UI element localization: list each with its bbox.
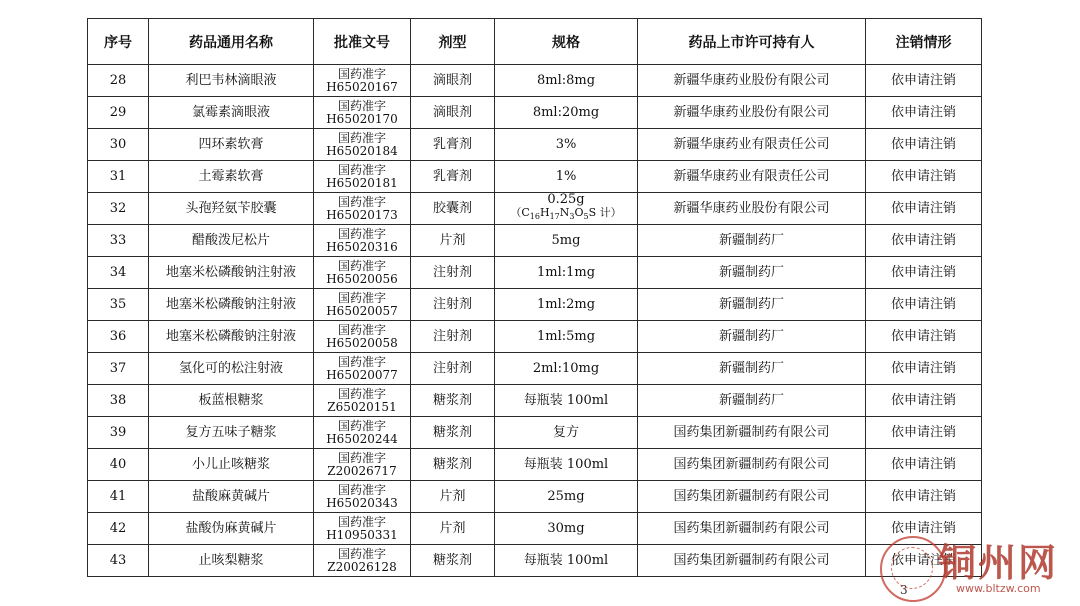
- dosage-form-cell: 滴眼剂: [411, 97, 495, 129]
- serial-cell: 39: [88, 417, 149, 449]
- approval-prefix: 国药准字: [337, 354, 386, 369]
- status-cell: 依申请注销: [866, 417, 982, 449]
- formula-c-sub: 16: [529, 212, 540, 222]
- specification-cell: [495, 193, 638, 225]
- table-header-row: [88, 19, 982, 65]
- table-row: [88, 353, 982, 385]
- status-cell: 依申请注销: [866, 481, 982, 513]
- approval-prefix: 国药准字: [337, 482, 386, 497]
- approval-code: H65020167: [326, 79, 398, 94]
- formula-n-sub: 3: [569, 212, 575, 222]
- watermark-url: www.bltzw.com: [956, 582, 1041, 595]
- dosage-form-cell: 糖浆剂: [411, 449, 495, 481]
- drug-name-cell: 板蓝根糖浆: [149, 385, 314, 417]
- approval-prefix: 国药准字: [337, 546, 386, 561]
- status-cell: 依申请注销: [866, 449, 982, 481]
- specification-cell: 3%: [495, 129, 638, 161]
- specification-cell: 每瓶装 100ml: [495, 449, 638, 481]
- formula-h: H: [539, 206, 550, 220]
- specification-cell: 1ml:5mg: [495, 321, 638, 353]
- approval-prefix: 国药准字: [337, 66, 386, 81]
- drug-cancellation-table: [87, 18, 982, 577]
- table-row: [88, 545, 982, 577]
- approval-code: H65020058: [326, 335, 398, 350]
- status-cell: 依申请注销: [866, 65, 982, 97]
- approval-prefix: 国药准字: [337, 162, 386, 177]
- dosage-form-cell: 注射剂: [411, 257, 495, 289]
- approval-prefix: 国药准字: [337, 290, 386, 305]
- specification-cell: 2ml:10mg: [495, 353, 638, 385]
- drug-name-cell: 复方五味子糖浆: [149, 417, 314, 449]
- approval-cell: [314, 417, 411, 449]
- serial-cell: 30: [88, 129, 149, 161]
- status-cell: 依申请注销: [866, 225, 982, 257]
- license-holder-cell: 国药集团新疆制药有限公司: [638, 449, 866, 481]
- serial-cell: 35: [88, 289, 149, 321]
- license-holder-cell: 新疆华康药业股份有限公司: [638, 97, 866, 129]
- serial-cell: 43: [88, 545, 149, 577]
- approval-code: H65020184: [326, 143, 398, 158]
- watermark-site-name: 铜州网: [938, 540, 1059, 585]
- approval-cell: [314, 449, 411, 481]
- approval-cell: [314, 353, 411, 385]
- drug-name-cell: 小儿止咳糖浆: [149, 449, 314, 481]
- drug-name-cell: 盐酸麻黄碱片: [149, 481, 314, 513]
- serial-cell: 36: [88, 321, 149, 353]
- formula-o-sub: 5: [583, 212, 589, 222]
- table-row: [88, 449, 982, 481]
- formula-o: O: [574, 206, 584, 220]
- table-row: [88, 289, 982, 321]
- formula-n: N: [559, 206, 570, 220]
- drug-name-cell: 地塞米松磷酸钠注射液: [149, 321, 314, 353]
- serial-cell: 28: [88, 65, 149, 97]
- specification-cell: 8ml:20mg: [495, 97, 638, 129]
- table-row: [88, 385, 982, 417]
- approval-prefix: 国药准字: [337, 130, 386, 145]
- specification-cell: 5mg: [495, 225, 638, 257]
- specification-cell: 每瓶装 100ml: [495, 385, 638, 417]
- specification-cell: 30mg: [495, 513, 638, 545]
- approval-cell: [314, 65, 411, 97]
- license-holder-cell: 国药集团新疆制药有限公司: [638, 481, 866, 513]
- table-body: [88, 65, 982, 577]
- license-holder-cell: 国药集团新疆制药有限公司: [638, 545, 866, 577]
- status-cell: 依申请注销: [866, 321, 982, 353]
- status-cell: 依申请注销: [866, 545, 982, 577]
- dosage-form-cell: 糖浆剂: [411, 385, 495, 417]
- serial-cell: 29: [88, 97, 149, 129]
- dosage-form-cell: 片剂: [411, 481, 495, 513]
- table-row: [88, 257, 982, 289]
- serial-cell: 37: [88, 353, 149, 385]
- table-row: [88, 65, 982, 97]
- approval-code: H10950331: [326, 527, 398, 542]
- approval-cell: [314, 161, 411, 193]
- header-approval-number: 批准文号: [314, 19, 411, 65]
- dosage-form-cell: 糖浆剂: [411, 545, 495, 577]
- serial-cell: 40: [88, 449, 149, 481]
- page-number: 3: [900, 583, 908, 597]
- approval-code: Z65020151: [327, 399, 397, 414]
- approval-cell: [314, 289, 411, 321]
- header-serial: 序号: [88, 19, 149, 65]
- table-row: [88, 321, 982, 353]
- approval-code: Z20026128: [327, 559, 397, 574]
- approval-cell: [314, 385, 411, 417]
- approval-cell: [314, 225, 411, 257]
- approval-code: H65020170: [326, 111, 398, 126]
- drug-name-cell: 盐酸伪麻黄碱片: [149, 513, 314, 545]
- approval-prefix: 国药准字: [337, 450, 386, 465]
- license-holder-cell: 新疆华康药业有限责任公司: [638, 129, 866, 161]
- status-cell: 依申请注销: [866, 161, 982, 193]
- table-row: [88, 129, 982, 161]
- approval-cell: [314, 129, 411, 161]
- approval-cell: [314, 321, 411, 353]
- license-holder-cell: 新疆制药厂: [638, 353, 866, 385]
- serial-cell: 41: [88, 481, 149, 513]
- dosage-form-cell: 滴眼剂: [411, 65, 495, 97]
- specification-cell: 1%: [495, 161, 638, 193]
- drug-name-cell: 醋酸泼尼松片: [149, 225, 314, 257]
- status-cell: 依申请注销: [866, 257, 982, 289]
- approval-code: H65020244: [326, 431, 398, 446]
- drug-name-cell: 地塞米松磷酸钠注射液: [149, 289, 314, 321]
- approval-prefix: 国药准字: [337, 386, 386, 401]
- table-row: [88, 481, 982, 513]
- drug-name-cell: 土霉素软膏: [149, 161, 314, 193]
- serial-cell: 38: [88, 385, 149, 417]
- table-row: [88, 417, 982, 449]
- formula-close: S 计）: [588, 206, 622, 220]
- dosage-form-cell: 片剂: [411, 513, 495, 545]
- drug-name-cell: 止咳梨糖浆: [149, 545, 314, 577]
- dosage-form-cell: 片剂: [411, 225, 495, 257]
- approval-prefix: 国药准字: [337, 226, 386, 241]
- license-holder-cell: 新疆华康药业股份有限公司: [638, 65, 866, 97]
- header-cancellation-status: 注销情形: [866, 19, 982, 65]
- approval-code: H65020316: [326, 239, 398, 254]
- approval-prefix: 国药准字: [337, 418, 386, 433]
- spec-main: 0.25g: [547, 192, 585, 208]
- table-row: [88, 225, 982, 257]
- dosage-form-cell: 胶囊剂: [411, 193, 495, 225]
- table-row: [88, 513, 982, 545]
- dosage-form-cell: 注射剂: [411, 353, 495, 385]
- approval-cell: [314, 257, 411, 289]
- approval-cell: [314, 545, 411, 577]
- status-cell: 依申请注销: [866, 193, 982, 225]
- table-row: [88, 97, 982, 129]
- approval-code: H65020181: [326, 175, 398, 190]
- license-holder-cell: 国药集团新疆制药有限公司: [638, 513, 866, 545]
- approval-code: H65020077: [326, 367, 398, 382]
- approval-prefix: 国药准字: [337, 98, 386, 113]
- approval-prefix: 国药准字: [337, 514, 386, 529]
- spec-formula-note: [497, 207, 635, 223]
- status-cell: 依申请注销: [866, 289, 982, 321]
- formula-open: （C: [510, 206, 530, 220]
- license-holder-cell: 国药集团新疆制药有限公司: [638, 417, 866, 449]
- status-cell: 依申请注销: [866, 129, 982, 161]
- license-holder-cell: 新疆制药厂: [638, 225, 866, 257]
- formula-h-sub: 17: [549, 212, 560, 222]
- license-holder-cell: 新疆制药厂: [638, 385, 866, 417]
- approval-code: H65020057: [326, 303, 398, 318]
- drug-name-cell: 氯霉素滴眼液: [149, 97, 314, 129]
- dosage-form-cell: 乳膏剂: [411, 129, 495, 161]
- specification-cell: 复方: [495, 417, 638, 449]
- license-holder-cell: 新疆华康药业有限责任公司: [638, 161, 866, 193]
- license-holder-cell: 新疆制药厂: [638, 257, 866, 289]
- approval-cell: [314, 513, 411, 545]
- dosage-form-cell: 乳膏剂: [411, 161, 495, 193]
- drug-name-cell: 氢化可的松注射液: [149, 353, 314, 385]
- license-holder-cell: 新疆华康药业股份有限公司: [638, 193, 866, 225]
- specification-cell: 25mg: [495, 481, 638, 513]
- approval-cell: [314, 97, 411, 129]
- table-row: [88, 193, 982, 225]
- drug-name-cell: 头孢羟氨苄胶囊: [149, 193, 314, 225]
- drug-name-cell: 利巴韦林滴眼液: [149, 65, 314, 97]
- specification-cell: 1ml:2mg: [495, 289, 638, 321]
- status-cell: 依申请注销: [866, 353, 982, 385]
- approval-code: H65020343: [326, 495, 398, 510]
- drug-name-cell: 四环素软膏: [149, 129, 314, 161]
- serial-cell: 34: [88, 257, 149, 289]
- license-holder-cell: 新疆制药厂: [638, 321, 866, 353]
- dosage-form-cell: 注射剂: [411, 321, 495, 353]
- header-license-holder: 药品上市许可持有人: [638, 19, 866, 65]
- serial-cell: 31: [88, 161, 149, 193]
- approval-code: Z20026717: [327, 463, 397, 478]
- drug-name-cell: 地塞米松磷酸钠注射液: [149, 257, 314, 289]
- approval-code: H65020056: [326, 271, 398, 286]
- license-holder-cell: 新疆制药厂: [638, 289, 866, 321]
- approval-prefix: 国药准字: [337, 258, 386, 273]
- header-dosage-form: 剂型: [411, 19, 495, 65]
- approval-prefix: 国药准字: [337, 322, 386, 337]
- dosage-form-cell: 糖浆剂: [411, 417, 495, 449]
- serial-cell: 32: [88, 193, 149, 225]
- approval-prefix: 国药准字: [337, 194, 386, 209]
- serial-cell: 33: [88, 225, 149, 257]
- status-cell: 依申请注销: [866, 513, 982, 545]
- specification-cell: 8ml:8mg: [495, 65, 638, 97]
- header-drug-name: 药品通用名称: [149, 19, 314, 65]
- specification-cell: 1ml:1mg: [495, 257, 638, 289]
- specification-cell: 每瓶装 100ml: [495, 545, 638, 577]
- serial-cell: 42: [88, 513, 149, 545]
- header-specification: 规格: [495, 19, 638, 65]
- status-cell: 依申请注销: [866, 385, 982, 417]
- approval-cell: [314, 193, 411, 225]
- dosage-form-cell: 注射剂: [411, 289, 495, 321]
- approval-code: H65020173: [326, 207, 398, 222]
- table-row: [88, 161, 982, 193]
- approval-cell: [314, 481, 411, 513]
- status-cell: 依申请注销: [866, 97, 982, 129]
